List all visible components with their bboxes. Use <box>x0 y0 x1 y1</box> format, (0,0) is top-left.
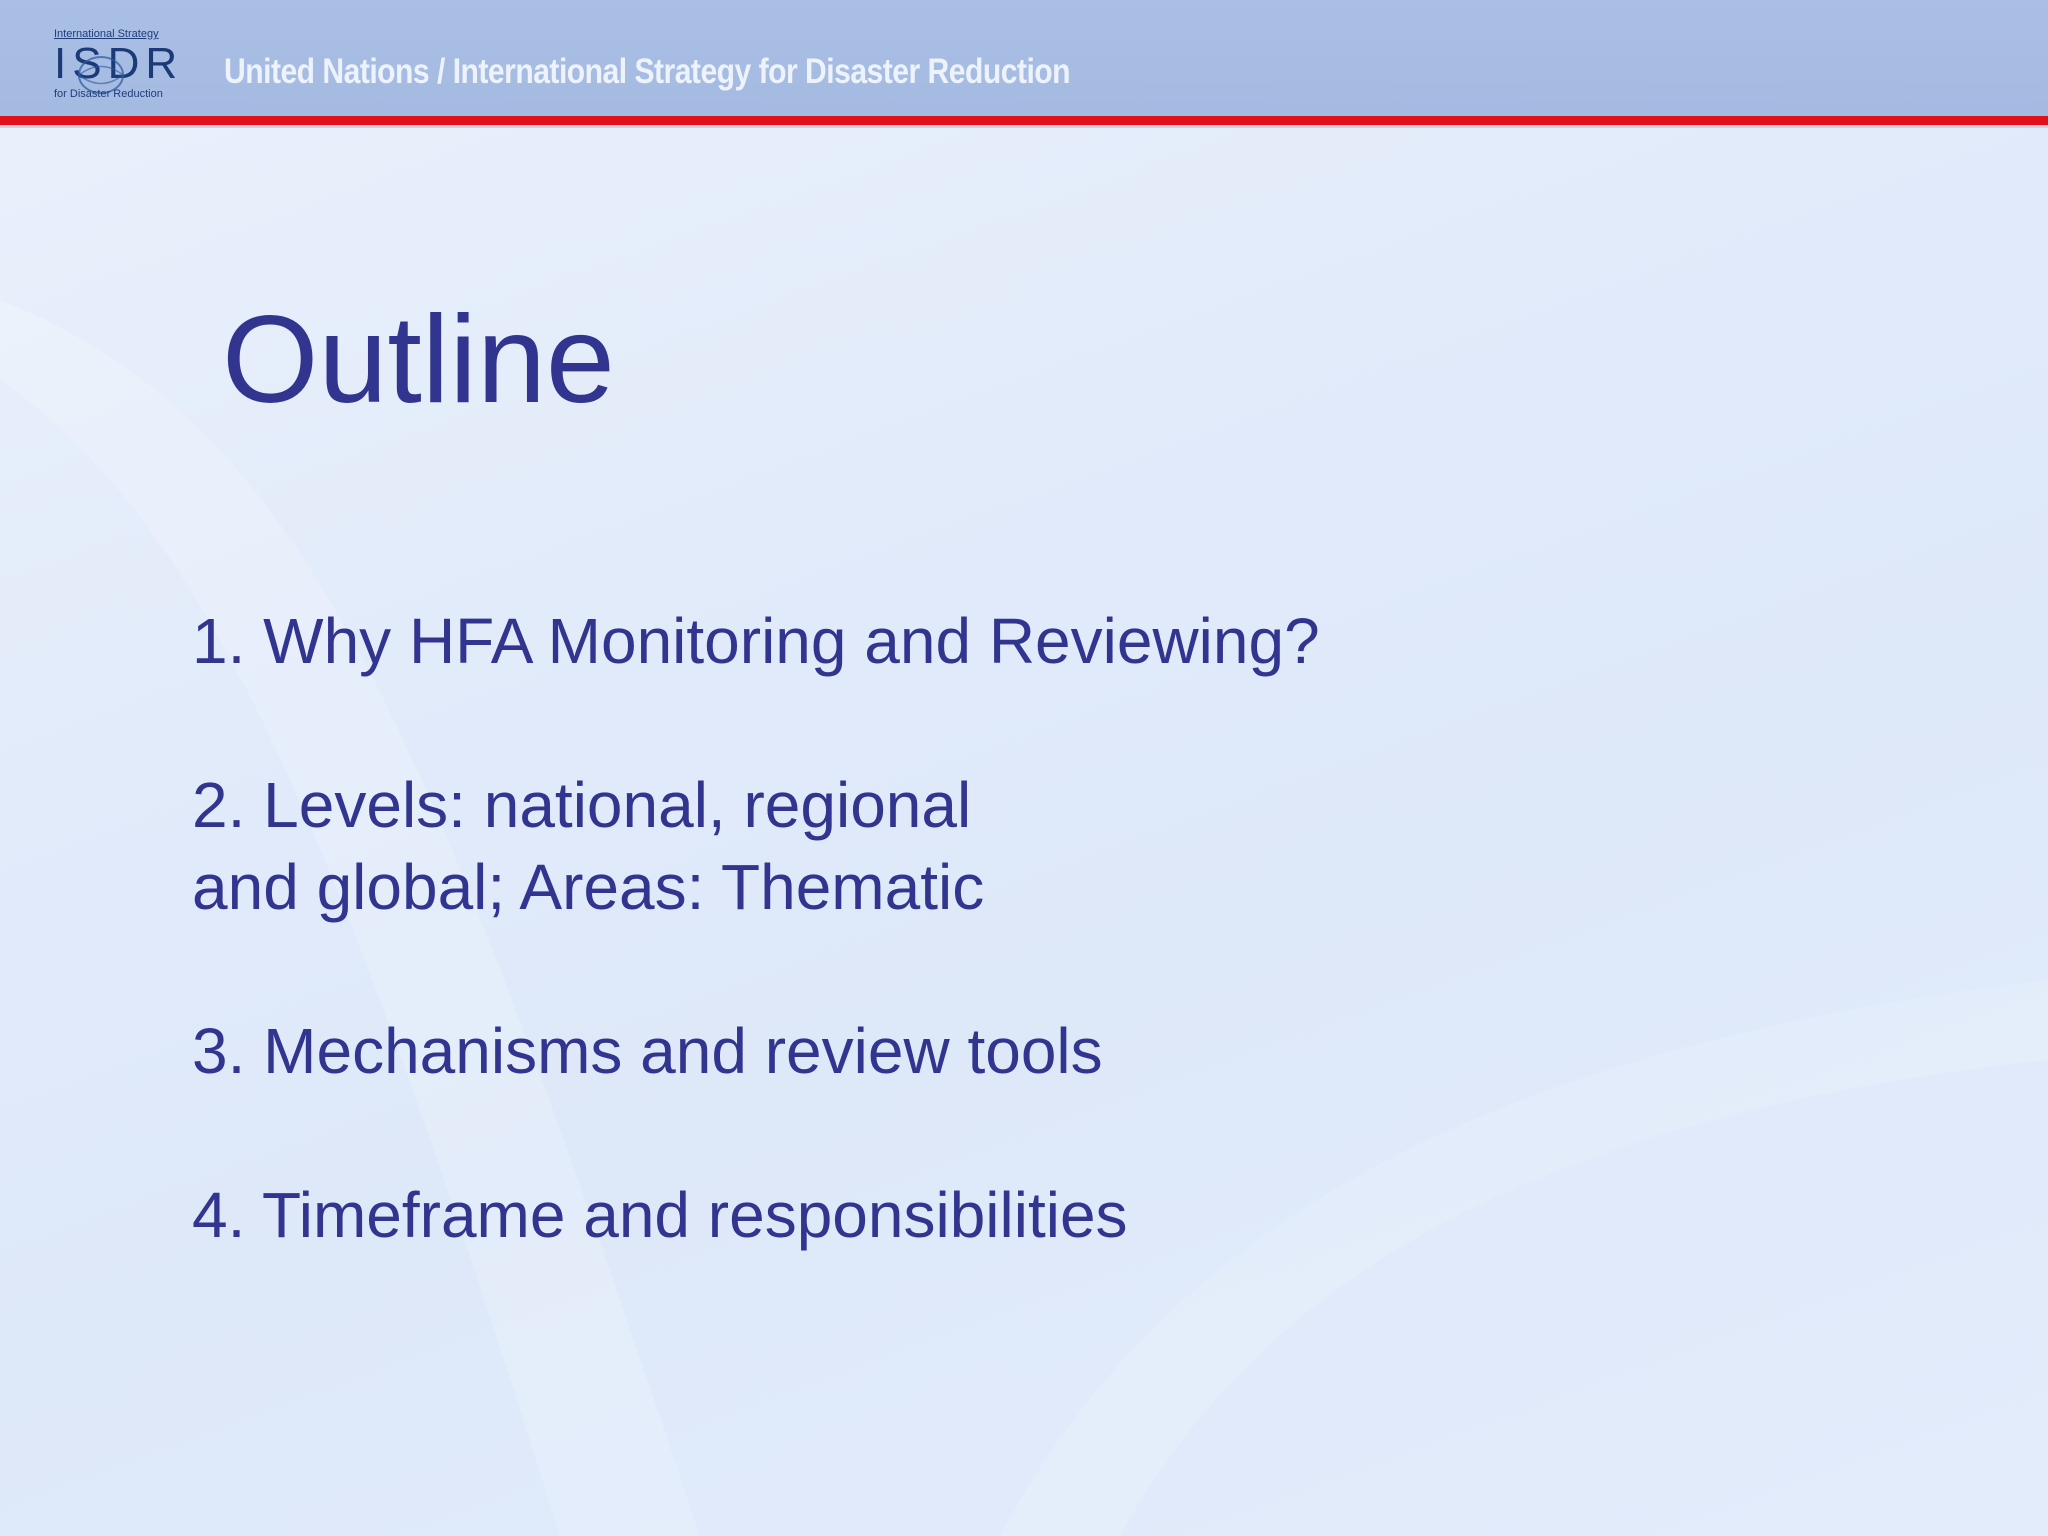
isdr-logo <box>54 28 196 108</box>
outline-item-1 <box>192 600 1792 682</box>
outline-item-1-line-1: 1. Why HFA Monitoring and Reviewing? <box>192 605 1320 677</box>
outline-item-3-line-1: 3. Mechanisms and review tools <box>192 1015 1103 1087</box>
header-band <box>0 0 2048 116</box>
outline-list <box>192 600 1792 1338</box>
outline-item-2-line-2: and global; Areas: Thematic <box>192 851 985 923</box>
header-red-rule <box>0 116 2048 125</box>
header-rule-shadow <box>0 125 2048 128</box>
logo-bottom-text: for Disaster Reduction <box>54 88 163 100</box>
outline-item-3 <box>192 1010 1792 1092</box>
outline-item-2 <box>192 764 1792 928</box>
outline-item-4 <box>192 1174 1792 1256</box>
organization-name: United Nations / International Strategy for Disaster Reduction <box>224 52 1071 91</box>
slide-title: Outline <box>222 291 615 429</box>
outline-item-4-line-1: 4. Timeframe and responsibilities <box>192 1179 1128 1251</box>
logo-main-text: ISDR <box>54 39 184 88</box>
outline-item-2-line-1: 2. Levels: national, regional <box>192 769 972 841</box>
logo-top-text: International Strategy <box>54 28 159 40</box>
